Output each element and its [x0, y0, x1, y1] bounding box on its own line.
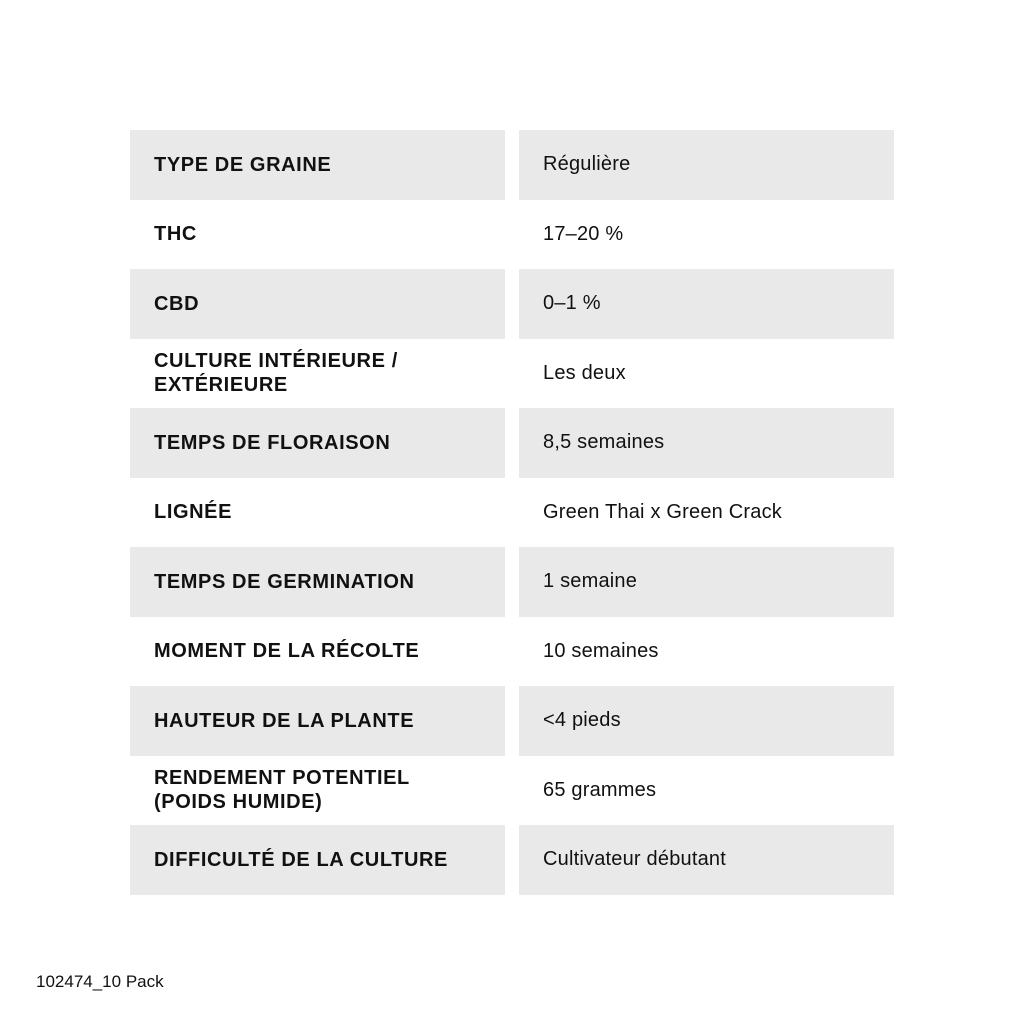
spec-value: 8,5 semaines: [519, 408, 894, 478]
spec-value: 65 grammes: [543, 778, 657, 801]
spec-row-thc: [130, 200, 894, 270]
spec-table: [130, 130, 894, 895]
spec-label: MOMENT DE LA RÉCOLTE: [154, 640, 420, 663]
spec-label: LIGNÉE: [154, 501, 233, 524]
spec-row-flowering-time: [130, 408, 894, 478]
spec-value: Les deux: [543, 361, 626, 384]
spec-row-potential-yield: [130, 756, 894, 826]
spec-value: Régulière: [519, 130, 894, 200]
spec-row-plant-height: [130, 686, 894, 756]
spec-value: 1 semaine: [519, 547, 894, 617]
spec-value: <4 pieds: [519, 686, 894, 756]
spec-row-grow-difficulty: [130, 825, 894, 895]
spec-value: 17–20 %: [543, 222, 624, 245]
spec-label: HAUTEUR DE LA PLANTE: [130, 686, 505, 756]
spec-value: Green Thai x Green Crack: [543, 500, 782, 523]
spec-value: 10 semaines: [543, 639, 659, 662]
spec-value: Cultivateur débutant: [519, 825, 894, 895]
spec-row-harvest-time: [130, 617, 894, 687]
spec-label: CBD: [130, 269, 505, 339]
spec-label: DIFFICULTÉ DE LA CULTURE: [130, 825, 505, 895]
spec-row-lineage: [130, 478, 894, 548]
spec-label: TEMPS DE GERMINATION: [130, 547, 505, 617]
spec-label: CULTURE INTÉRIEURE / EXTÉRIEURE: [154, 350, 398, 397]
spec-label: RENDEMENT POTENTIEL (POIDS HUMIDE): [154, 767, 410, 814]
spec-label: TEMPS DE FLORAISON: [130, 408, 505, 478]
spec-row-indoor-outdoor: [130, 339, 894, 409]
spec-row-cbd: [130, 269, 894, 339]
product-code: 102474_10 Pack: [36, 972, 164, 991]
spec-row-seed-type: [130, 130, 894, 200]
spec-label: TYPE DE GRAINE: [130, 130, 505, 200]
spec-label: THC: [154, 223, 197, 246]
spec-row-germination-time: [130, 547, 894, 617]
spec-value: 0–1 %: [519, 269, 894, 339]
